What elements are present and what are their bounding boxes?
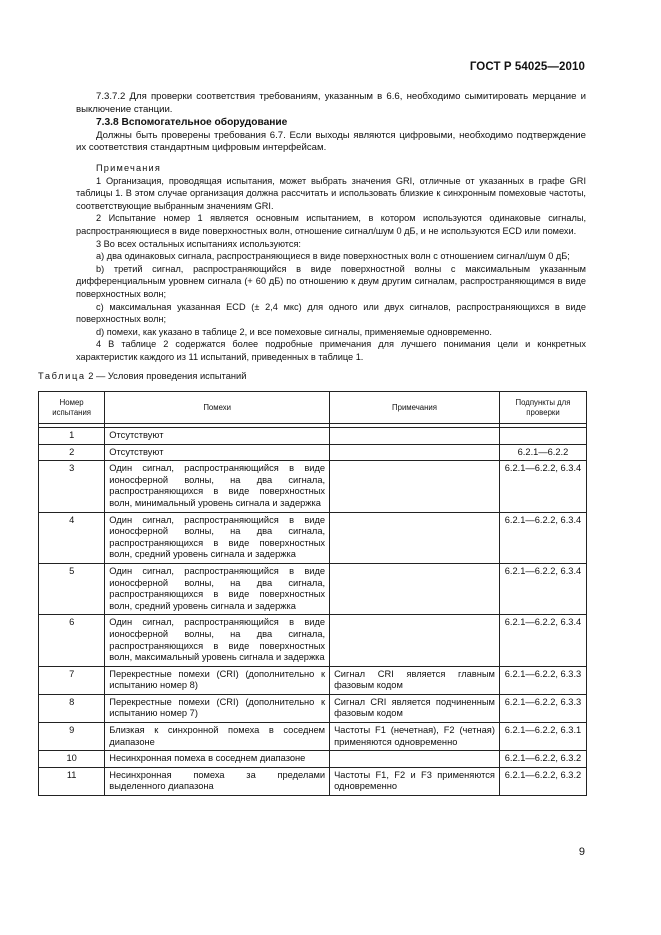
table-row bbox=[39, 694, 587, 722]
header-notes: Примечания bbox=[330, 392, 500, 424]
page-number: 9 bbox=[578, 846, 585, 858]
notes-title: Примечания bbox=[96, 162, 162, 173]
table-row bbox=[39, 615, 587, 666]
cell-notes: Частоты F1 (нечетная), F2 (четная) применяются одновременно bbox=[330, 723, 500, 751]
header-test-number: Номер испытания bbox=[39, 392, 105, 424]
table-row bbox=[39, 563, 587, 614]
cell-notes: Сигнал CRI является главным фазовым кодом bbox=[330, 666, 500, 694]
cell-test-number: 11 bbox=[39, 767, 105, 795]
cell-interference: Отсутствуют bbox=[105, 428, 330, 445]
paragraph-7-3-7-2: 7.3.7.2 Для проверки соответствия требованиям, указанным в 6.6, необходимо сымитировать мерцание и выключение станции. bbox=[76, 91, 586, 115]
cell-notes bbox=[330, 751, 500, 768]
main-text bbox=[76, 91, 586, 363]
cell-test-number: 3 bbox=[39, 461, 105, 512]
cell-interference: Несинхронная помеха в соседнем диапазоне bbox=[105, 751, 330, 768]
table-row bbox=[39, 428, 587, 445]
note-3c: c) максимальная указанная ECD (± 2,4 мкс) для одного или двух сигналов, распространяющихся в виде поверхностных волн; bbox=[76, 301, 586, 325]
cell-notes bbox=[330, 428, 500, 445]
note-3d: d) помехи, как указано в таблице 2, и все помеховые сигналы, применяемые одновременно. bbox=[96, 326, 492, 337]
cell-notes bbox=[330, 615, 500, 666]
cell-clauses: 6.2.1—6.2.2, 6.3.4 bbox=[499, 461, 586, 512]
cell-clauses bbox=[499, 428, 586, 445]
cell-notes: Сигнал CRI является подчиненным фазовым кодом bbox=[330, 694, 500, 722]
cell-clauses: 6.2.1—6.2.2, 6.3.3 bbox=[499, 666, 586, 694]
table-row bbox=[39, 461, 587, 512]
table-row bbox=[39, 723, 587, 751]
cell-interference: Несинхронная помеха за пределами выделенного диапазона bbox=[105, 767, 330, 795]
table-caption-number: 2 bbox=[88, 371, 94, 381]
note-3b: b) третий сигнал, распространяющийся в виде поверхностной волны с максимальным указанным дифференциальным уровнем сигнала (+ 60 дБ) по отношению к двум другим сигналам, распространяющимся в виде поверхностных волн; bbox=[76, 263, 586, 299]
cell-interference: Один сигнал, распространяющийся в виде ионосферной волны, на два сигнала, распространяющихся в виде поверхностных волн, средний уровень сигнала и задержка bbox=[105, 563, 330, 614]
cell-test-number: 1 bbox=[39, 428, 105, 445]
section-7-3-8-title: 7.3.8 Вспомогательное оборудование bbox=[96, 117, 288, 129]
table-caption-text: — Условия проведения испытаний bbox=[96, 371, 247, 381]
table-row bbox=[39, 666, 587, 694]
cell-clauses: 6.2.1—6.2.2, 6.3.2 bbox=[499, 767, 586, 795]
cell-clauses: 6.2.1—6.2.2, 6.3.2 bbox=[499, 751, 586, 768]
cell-test-number: 7 bbox=[39, 666, 105, 694]
cell-clauses: 6.2.1—6.2.2, 6.3.4 bbox=[499, 563, 586, 614]
cell-notes bbox=[330, 512, 500, 563]
cell-notes bbox=[330, 563, 500, 614]
note-3: 3 Во всех остальных испытаниях используются: bbox=[96, 238, 301, 249]
cell-clauses: 6.2.1—6.2.2, 6.3.4 bbox=[499, 512, 586, 563]
cell-test-number: 4 bbox=[39, 512, 105, 563]
cell-test-number: 5 bbox=[39, 563, 105, 614]
notes-block bbox=[76, 162, 586, 364]
cell-interference: Близкая к синхронной помеха в соседнем диапазоне bbox=[105, 723, 330, 751]
cell-clauses: 6.2.1—6.2.2, 6.3.1 bbox=[499, 723, 586, 751]
note-2: 2 Испытание номер 1 является основным испытанием, в котором используются одинаковые сигналы, распространяющиеся в виде поверхностных волн, отношение сигнал/шум 0 дБ, и не используются ECD или помехи. bbox=[76, 213, 586, 236]
cell-test-number: 10 bbox=[39, 751, 105, 768]
cell-interference: Один сигнал, распространяющийся в виде ионосферной волны, на два сигнала, распространяющихся в виде поверхностных волн, минимальный уровень сигнала и задержка bbox=[105, 461, 330, 512]
cell-notes: Частоты F1, F2 и F3 применяются одновременно bbox=[330, 767, 500, 795]
paragraph-7-3-8: Должны быть проверены требования 6.7. Если выходы являются цифровыми, необходимо подтверждение их соответствия стандартным цифровым интерфейсам. bbox=[76, 129, 586, 154]
cell-clauses: 6.2.1—6.2.2, 6.3.4 bbox=[499, 615, 586, 666]
cell-notes bbox=[330, 461, 500, 512]
cell-clauses: 6.2.1—6.2.2 bbox=[499, 444, 586, 461]
cell-interference: Отсутствуют bbox=[105, 444, 330, 461]
table-row bbox=[39, 751, 587, 768]
table-caption bbox=[38, 371, 246, 381]
note-1: 1 Организация, проводящая испытания, может выбрать значения GRI, отличные от указанных в графе GRI таблицы 1. В этом случае организация должна рассчитать и использовать близкие к синхронным помеховые частоты, соответствующие выбранным значениям GRI. bbox=[76, 175, 586, 211]
cell-interference: Один сигнал, распространяющийся в виде ионосферной волны, на два сигнала, распространяющихся в виде поверхностных волн, максимальный уровень сигнала и задержка bbox=[105, 615, 330, 666]
cell-interference: Перекрестные помехи (CRI) (дополнительно к испытанию номер 7) bbox=[105, 694, 330, 722]
note-3a: a) два одинаковых сигнала, распространяющиеся в виде поверхностных волн с отношением сигнал/шум 0 дБ; bbox=[96, 251, 570, 262]
table-caption-label: Таблица bbox=[38, 371, 86, 381]
cell-interference: Перекрестные помехи (CRI) (дополнительно к испытанию номер 8) bbox=[105, 666, 330, 694]
cell-test-number: 6 bbox=[39, 615, 105, 666]
table-header-row bbox=[39, 392, 587, 424]
cell-clauses: 6.2.1—6.2.2, 6.3.3 bbox=[499, 694, 586, 722]
cell-interference: Один сигнал, распространяющийся в виде ионосферной волны, на два сигнала, распространяющихся в виде поверхностных волн, средний уровень сигнала и задержка bbox=[105, 512, 330, 563]
cell-notes bbox=[330, 444, 500, 461]
test-conditions-table bbox=[38, 391, 587, 796]
document-id: ГОСТ Р 54025—2010 bbox=[469, 61, 585, 73]
header-clauses: Подпункты для проверки bbox=[499, 392, 586, 424]
note-4: 4 В таблице 2 содержатся более подробные примечания для лучшего понимания цели и конкретных характеристик каждого из 11 испытаний, приведенных в таблице 1. bbox=[76, 339, 586, 362]
table-row bbox=[39, 512, 587, 563]
cell-test-number: 8 bbox=[39, 694, 105, 722]
cell-test-number: 9 bbox=[39, 723, 105, 751]
header-interference: Помехи bbox=[105, 392, 330, 424]
cell-test-number: 2 bbox=[39, 444, 105, 461]
table-row bbox=[39, 767, 587, 795]
table-row bbox=[39, 444, 587, 461]
